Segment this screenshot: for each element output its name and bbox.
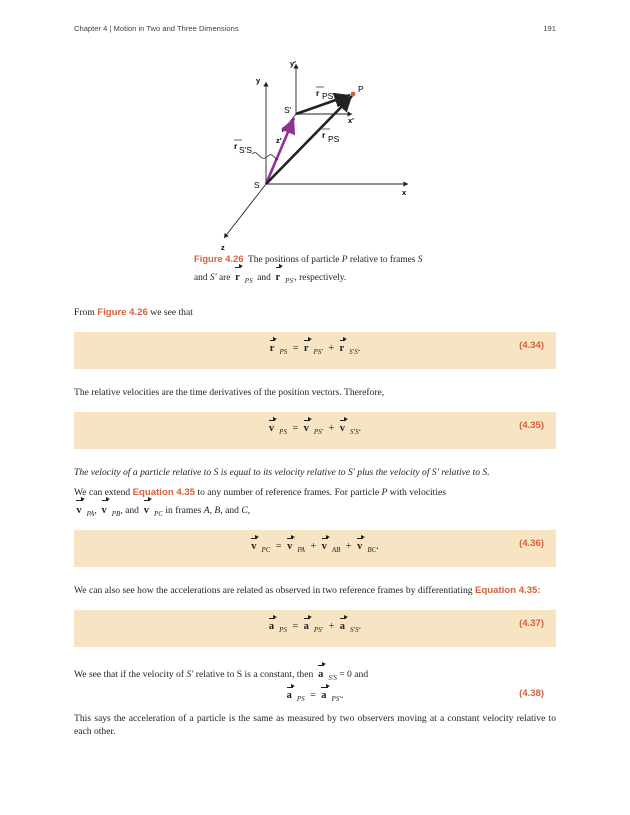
equation-4-37: a $_{PS}$ = a $_{PS'}$ + a $_{S'S}$. (4.37) [74, 610, 556, 647]
label-x: x [402, 188, 407, 197]
paragraph-extend: We can extend Equation 4.35 to any number of reference frames. For particle P with velocities v $_{PA}$, v $_{PB}$, and v $_{PC}$ in frames A, B, and C, [74, 487, 446, 518]
svg-text:r: r [316, 88, 320, 98]
equation-number: (4.38) [519, 688, 544, 699]
label-z: z [221, 243, 225, 252]
label-r-ssp [234, 140, 252, 155]
equation-4-34: r $_{PS}$ = r $_{PS'}$ + r $_{S'S}$. (4.34) [74, 332, 556, 369]
label-sp: S′ [284, 105, 292, 115]
leader-line [252, 153, 278, 160]
svg-text:r: r [234, 141, 238, 151]
page-number: 191 [543, 24, 556, 33]
equation-number: (4.34) [519, 340, 544, 351]
label-xp: x′ [348, 116, 354, 125]
label-yp: y′ [290, 59, 296, 68]
equation-number: (4.36) [519, 538, 544, 549]
equation-number: (4.37) [519, 618, 544, 629]
svg-text:PS′: PS′ [322, 91, 335, 101]
running-header: Chapter 4 | Motion in Two and Three Dimensions [74, 24, 239, 33]
equation-4-36: v $_{PC}$ = v $_{PA}$ + v $_{AB}$ + v $_{BC}$. (4.36) [74, 530, 556, 567]
label-y: y [256, 76, 261, 85]
equation-link[interactable]: Equation 4.35: [475, 585, 541, 596]
figure-4-26 [194, 56, 424, 256]
label-r-psp [316, 87, 335, 101]
svg-text:S′S: S′S [239, 145, 252, 155]
figure-caption: Figure 4.26 The positions of particle P relative to frames S and S′ are r $_{PS}$ and r $_{PS'}$, respectively. [194, 253, 423, 285]
point-p [351, 92, 356, 97]
equation-link[interactable]: Equation 4.35 [132, 487, 196, 498]
equation-number: (4.35) [519, 420, 544, 431]
paragraph-velocity-statement: The velocity of a particle relative to S is equal to its velocity relative to S′ plus the velocity of S′ relative to S. [74, 467, 490, 478]
equation-4-35: v $_{PS}$ = v $_{PS'}$ + v $_{S'S}$. (4.35) [74, 412, 556, 449]
paragraph-accelerations: We can also see how the accelerations are related as observed in two reference frames by differentiating Equation 4.35: [74, 585, 541, 596]
figure-label: Figure 4.26 [194, 253, 244, 264]
label-r-ps [322, 129, 340, 144]
paragraph-conclusion: This says the acceleration of a particle is the same as measured by two observers moving at a constant velocity relative to each other. [74, 713, 556, 737]
svg-text:r: r [322, 130, 326, 140]
label-p: P [358, 84, 364, 94]
figure-link[interactable]: Figure 4.26 [97, 307, 148, 318]
label-zp: z′ [276, 136, 282, 145]
paragraph-constant: We see that if the velocity of S′ relative to S is a constant, then a $_{S'S}$ = 0 and [74, 666, 556, 682]
paragraph-velocities: The relative velocities are the time derivatives of the position vectors. Therefore, [74, 387, 385, 398]
axis-z [224, 184, 266, 238]
vector-r-ssp [266, 118, 294, 184]
paragraph-intro: From Figure 4.26 we see that [74, 307, 193, 318]
label-s: S [254, 180, 260, 190]
svg-text:PS: PS [328, 134, 340, 144]
equation-4-38: a $_{PS}$ = a $_{PS'}$. (4.38) [286, 688, 544, 703]
